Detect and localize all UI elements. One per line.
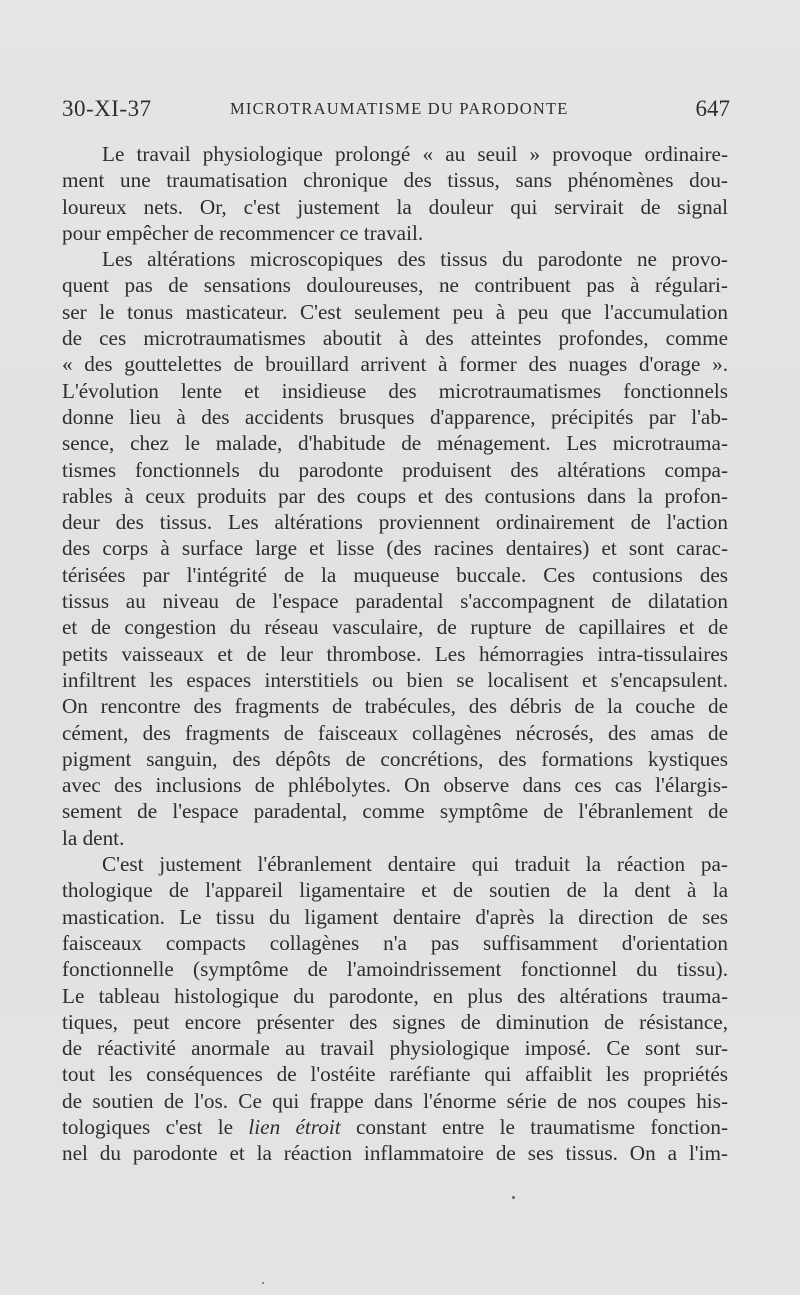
text-line: ment une traumatisation chronique des tissus, sans phénomènes dou-: [62, 168, 728, 193]
text-line: ser le tonus masticateur. C'est seulement peu à peu que l'accumulation: [62, 299, 728, 324]
text-line: L'évolution lente et insidieuse des microtraumatismes fonctionnels: [62, 378, 728, 403]
text-line: deur des tissus. Les altérations proviennent ordinairement de l'action: [62, 510, 728, 535]
emphasis-lien-etroit: lien étroit: [248, 1114, 341, 1139]
text-line: Les altérations microscopiques des tissus du parodonte ne provo-: [102, 247, 728, 272]
text-line: Le tableau histologique du parodonte, en plus des altérations trauma-: [62, 983, 728, 1008]
text-line: tout les conséquences de l'ostéite raréfiante qui affaiblit les propriétés: [62, 1062, 728, 1087]
text-line: tismes fonctionnels du parodonte produisent des altérations compa-: [62, 457, 728, 482]
text-segment: tologiques c'est le: [62, 1114, 234, 1139]
text-line: donne lieu à des accidents brusques d'apparence, précipités par l'ab-: [62, 404, 728, 429]
text-line: infiltrent les espaces interstitiels ou bien se localisent et s'encapsulent.: [62, 667, 728, 692]
text-line: pour empêcher de recommencer ce travail.: [62, 220, 424, 245]
text-line: C'est justement l'ébranlement dentaire qui traduit la réaction pa-: [102, 852, 728, 877]
text-line: de ces microtraumatismes aboutit à des atteintes profondes, comme: [62, 326, 728, 351]
text-line: pigment sanguin, des dépôts de concrétions, des formations kystiques: [62, 746, 728, 771]
text-line: rables à ceux produits par des coups et des contusions dans la profon-: [62, 483, 728, 508]
text-line: la dent.: [62, 825, 125, 850]
running-head: [62, 96, 730, 126]
header-title: MICROTRAUMATISME DU PARODONTE: [230, 99, 569, 118]
text-line: de soutien de l'os. Ce qui frappe dans l'énorme série de nos coupes his-: [62, 1088, 728, 1113]
text-line: quent pas de sensations douloureuses, ne contribuent pas à régulari-: [62, 273, 728, 298]
text-line: des corps à surface large et lisse (des racines dentaires) et sont carac-: [62, 536, 728, 561]
text-line: cément, des fragments de faisceaux collagènes nécrosés, des amas de: [62, 720, 728, 745]
print-speck: [512, 1196, 515, 1199]
text-line: loureux nets. Or, c'est justement la douleur qui servirait de signal: [62, 194, 728, 219]
page-number: 647: [695, 96, 730, 121]
text-segment: constant entre le traumatisme fonction-: [356, 1114, 729, 1139]
text-line: de réactivité anormale au travail physiologique imposé. Ce sont sur-: [62, 1036, 728, 1061]
text-line: petits vaisseaux et de leur thrombose. Les hémorragies intra-tissulaires: [62, 641, 728, 666]
text-line: nel du parodonte et la réaction inflammatoire de ses tissus. On a l'im-: [62, 1141, 728, 1166]
text-line: fonctionnelle (symptôme de l'amoindrissement fonctionnel du tissu).: [62, 957, 728, 982]
text-line: On rencontre des fragments de trabécules, des débris de la couche de: [62, 694, 728, 719]
text-line: avec des inclusions de phlébolytes. On observe dans ces cas l'élargis-: [62, 773, 728, 798]
text-line: térisées par l'intégrité de la muqueuse buccale. Ces contusions des: [62, 562, 728, 587]
text-line: sence, chez le malade, d'habitude de ménagement. Les microtrauma-: [62, 431, 728, 456]
text-line: et de congestion du réseau vasculaire, de rupture de capillaires et de: [62, 615, 728, 640]
text-line: mastication. Le tissu du ligament dentaire d'après la direction de ses: [62, 904, 728, 929]
text-line: tiques, peut encore présenter des signes de diminution de résistance,: [62, 1009, 728, 1034]
text-line: tissus au niveau de l'espace paradental s'accompagnent de dilatation: [62, 589, 728, 614]
text-line-with-emphasis: [62, 1114, 728, 1140]
header-date: 30-XI-37: [62, 96, 152, 121]
text-line: « des gouttelettes de brouillard arrivent à former des nuages d'orage ».: [62, 352, 728, 377]
text-line: sement de l'espace paradental, comme symptôme de l'ébranlement de: [62, 799, 728, 824]
text-line: Le travail physiologique prolongé « au seuil » provoque ordinaire-: [102, 142, 728, 166]
text-line: thologique de l'appareil ligamentaire et de soutien de la dent à la: [62, 878, 728, 903]
body-text: [62, 141, 728, 1167]
print-speck: [262, 1282, 264, 1284]
text-line: faisceaux compacts collagènes n'a pas suffisamment d'orientation: [62, 930, 728, 955]
